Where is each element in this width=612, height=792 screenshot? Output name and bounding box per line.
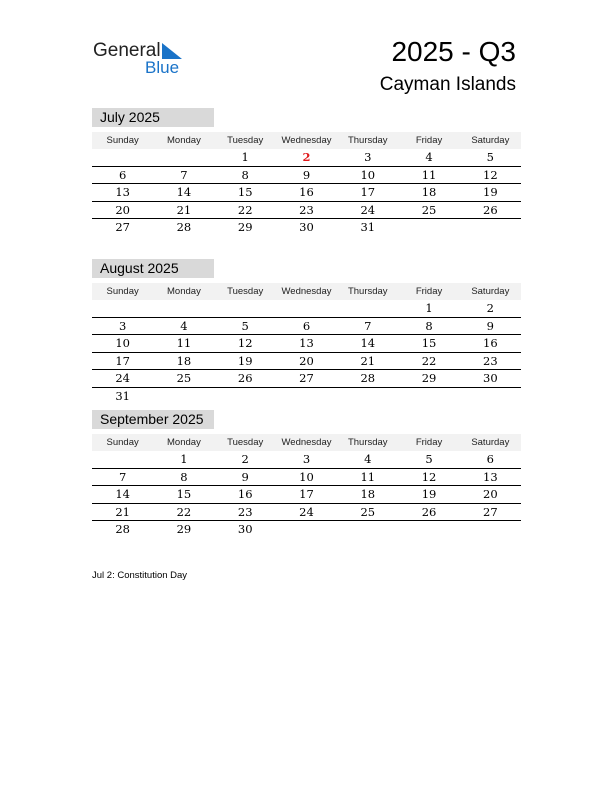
day-cell: 9	[241, 469, 249, 484]
day-cell	[460, 219, 521, 236]
day-cell: 17	[115, 353, 130, 368]
day-cell: 23	[237, 504, 253, 519]
day-cell	[398, 219, 459, 236]
day-cell: 29	[421, 371, 437, 385]
day-cell: 28	[360, 371, 376, 385]
day-cell: 20	[483, 487, 498, 501]
day-cell: 26	[483, 202, 498, 217]
day-cell: 27	[115, 220, 130, 234]
day-cell: 3	[364, 150, 372, 164]
day-cell	[398, 388, 459, 405]
day-cell	[337, 300, 398, 317]
week-row	[92, 318, 521, 336]
day-cell	[398, 521, 459, 538]
day-of-week-label: Wednesday	[281, 286, 332, 297]
day-of-week-label: Wednesday	[281, 437, 332, 448]
day-cell: 8	[241, 167, 249, 182]
logo	[93, 40, 193, 80]
day-cell: 30	[483, 371, 498, 385]
holiday-day-cell: 2	[302, 150, 311, 164]
day-cell: 5	[425, 452, 433, 466]
holiday-note: Jul 2: Constitution Day	[92, 570, 188, 581]
month-label: September 2025	[92, 410, 214, 429]
month-grid	[92, 434, 521, 538]
day-cell: 24	[299, 504, 314, 519]
day-cell: 2	[486, 301, 494, 315]
day-cell: 14	[176, 185, 192, 199]
day-cell: 28	[115, 522, 130, 536]
day-cell	[215, 388, 276, 405]
day-cell	[337, 521, 398, 538]
day-of-week-label: Saturday	[471, 286, 510, 297]
day-cell: 27	[299, 371, 314, 385]
day-cell	[460, 521, 521, 538]
day-cell: 2	[241, 452, 249, 466]
week-row	[92, 451, 521, 469]
day-cell: 15	[237, 185, 253, 199]
day-cell	[92, 149, 153, 166]
day-of-week-label: Saturday	[471, 135, 510, 146]
day-cell: 18	[360, 487, 376, 501]
week-row	[92, 370, 521, 388]
day-cell: 26	[237, 371, 253, 385]
day-cell	[153, 149, 214, 166]
day-cell	[337, 388, 398, 405]
week-row	[92, 469, 521, 487]
day-cell: 22	[421, 353, 437, 368]
day-cell: 13	[483, 469, 498, 484]
day-cell: 15	[421, 336, 437, 350]
day-cell: 8	[180, 469, 188, 484]
day-cell	[92, 451, 153, 468]
day-cell: 19	[421, 487, 437, 501]
day-cell: 1	[241, 150, 249, 164]
day-of-week-label: Tuesday	[227, 135, 264, 146]
day-cell	[460, 388, 521, 405]
day-cell: 16	[237, 487, 253, 501]
day-cell: 13	[115, 185, 130, 199]
day-cell: 12	[237, 336, 253, 350]
month-july	[92, 108, 521, 236]
day-of-week-header	[92, 283, 521, 300]
day-cell: 9	[486, 318, 494, 333]
week-row	[92, 521, 521, 538]
week-row	[92, 486, 521, 504]
day-cell	[153, 388, 214, 405]
day-cell: 12	[421, 469, 437, 484]
day-cell	[276, 300, 337, 317]
day-of-week-label: Sunday	[106, 286, 139, 297]
day-of-week-label: Thursday	[347, 286, 388, 297]
day-of-week-label: Friday	[415, 286, 443, 297]
month-september	[92, 410, 521, 538]
month-august	[92, 259, 521, 404]
day-cell: 20	[115, 202, 130, 217]
day-cell: 25	[421, 202, 437, 217]
day-cell: 24	[360, 202, 376, 217]
day-of-week-label: Tuesday	[227, 286, 264, 297]
week-row	[92, 335, 521, 353]
day-cell: 10	[115, 336, 130, 350]
day-cell: 28	[176, 220, 192, 234]
day-cell: 26	[421, 504, 437, 519]
page-subtitle: Cayman Islands	[379, 74, 516, 95]
month-grid	[92, 283, 521, 404]
day-cell	[153, 300, 214, 317]
day-cell: 11	[176, 336, 192, 350]
day-of-week-label: Wednesday	[281, 135, 332, 146]
day-cell: 25	[360, 504, 376, 519]
week-row	[92, 202, 521, 220]
day-cell: 19	[483, 185, 498, 199]
day-of-week-label: Saturday	[471, 437, 510, 448]
day-cell: 29	[237, 220, 253, 234]
day-cell: 30	[237, 522, 253, 536]
day-cell: 5	[241, 318, 249, 333]
day-cell: 4	[364, 452, 372, 466]
week-row	[92, 300, 521, 318]
day-of-week-label: Monday	[167, 437, 201, 448]
day-cell: 14	[360, 336, 376, 350]
day-cell: 20	[299, 353, 314, 368]
day-cell: 7	[118, 469, 127, 484]
day-of-week-label: Monday	[167, 135, 201, 146]
day-cell: 9	[302, 167, 311, 182]
day-of-week-label: Friday	[415, 437, 443, 448]
day-of-week-label: Monday	[167, 286, 201, 297]
day-cell: 4	[180, 318, 188, 333]
day-cell: 7	[180, 167, 188, 182]
day-cell: 24	[115, 371, 130, 385]
week-row	[92, 353, 521, 371]
day-cell: 21	[115, 504, 130, 519]
day-cell: 13	[299, 336, 314, 350]
day-cell: 22	[237, 202, 253, 217]
day-of-week-label: Sunday	[106, 437, 139, 448]
day-cell: 6	[486, 452, 494, 466]
day-cell: 31	[360, 220, 376, 234]
day-cell: 23	[299, 202, 314, 217]
day-of-week-label: Thursday	[347, 437, 388, 448]
day-cell: 14	[115, 487, 130, 501]
day-cell: 6	[118, 167, 127, 182]
day-of-week-label: Sunday	[106, 135, 139, 146]
day-cell: 11	[421, 167, 437, 182]
day-cell: 17	[299, 487, 314, 501]
day-cell: 27	[483, 504, 498, 519]
day-cell: 1	[180, 452, 188, 466]
day-cell: 12	[483, 167, 498, 182]
day-cell: 8	[425, 318, 433, 333]
day-cell: 22	[176, 504, 192, 519]
day-cell: 1	[425, 301, 433, 315]
day-cell: 6	[302, 318, 311, 333]
day-cell: 18	[176, 353, 192, 368]
day-cell: 21	[176, 202, 192, 217]
week-row	[92, 219, 521, 236]
week-row	[92, 184, 521, 202]
day-cell: 11	[360, 469, 376, 484]
week-row	[92, 504, 521, 522]
day-cell: 23	[483, 353, 498, 368]
day-cell: 10	[299, 469, 314, 484]
day-cell: 25	[176, 371, 192, 385]
page-title: 2025 - Q3	[391, 36, 516, 67]
day-cell: 18	[421, 185, 437, 199]
day-cell	[276, 388, 337, 405]
logo-triangle-icon	[162, 43, 182, 59]
week-row	[92, 388, 521, 405]
day-cell: 5	[486, 150, 494, 164]
month-label: July 2025	[92, 108, 214, 127]
day-cell: 3	[118, 318, 127, 333]
day-of-week-label: Friday	[415, 135, 443, 146]
day-cell: 7	[364, 318, 372, 333]
day-cell	[276, 521, 337, 538]
day-cell: 16	[299, 185, 314, 199]
month-grid	[92, 132, 521, 236]
day-cell: 29	[176, 522, 192, 536]
day-cell	[92, 300, 153, 317]
month-label: August 2025	[92, 259, 214, 278]
logo-blue-text: Blue	[145, 58, 180, 77]
day-cell: 3	[302, 452, 311, 466]
day-cell: 21	[360, 353, 376, 368]
logo-general-text: General	[93, 40, 161, 61]
day-cell: 30	[299, 220, 314, 234]
day-of-week-label: Tuesday	[227, 437, 264, 448]
day-of-week-header	[92, 132, 521, 149]
week-row	[92, 167, 521, 185]
day-cell: 4	[425, 150, 433, 164]
week-row	[92, 149, 521, 167]
day-cell: 19	[237, 353, 253, 368]
day-cell: 31	[115, 388, 130, 403]
day-of-week-label: Thursday	[347, 135, 388, 146]
day-cell	[215, 300, 276, 317]
day-cell: 16	[483, 336, 498, 350]
day-cell: 10	[360, 167, 376, 182]
day-of-week-header	[92, 434, 521, 451]
day-cell: 17	[360, 185, 376, 199]
day-cell: 15	[176, 487, 192, 501]
